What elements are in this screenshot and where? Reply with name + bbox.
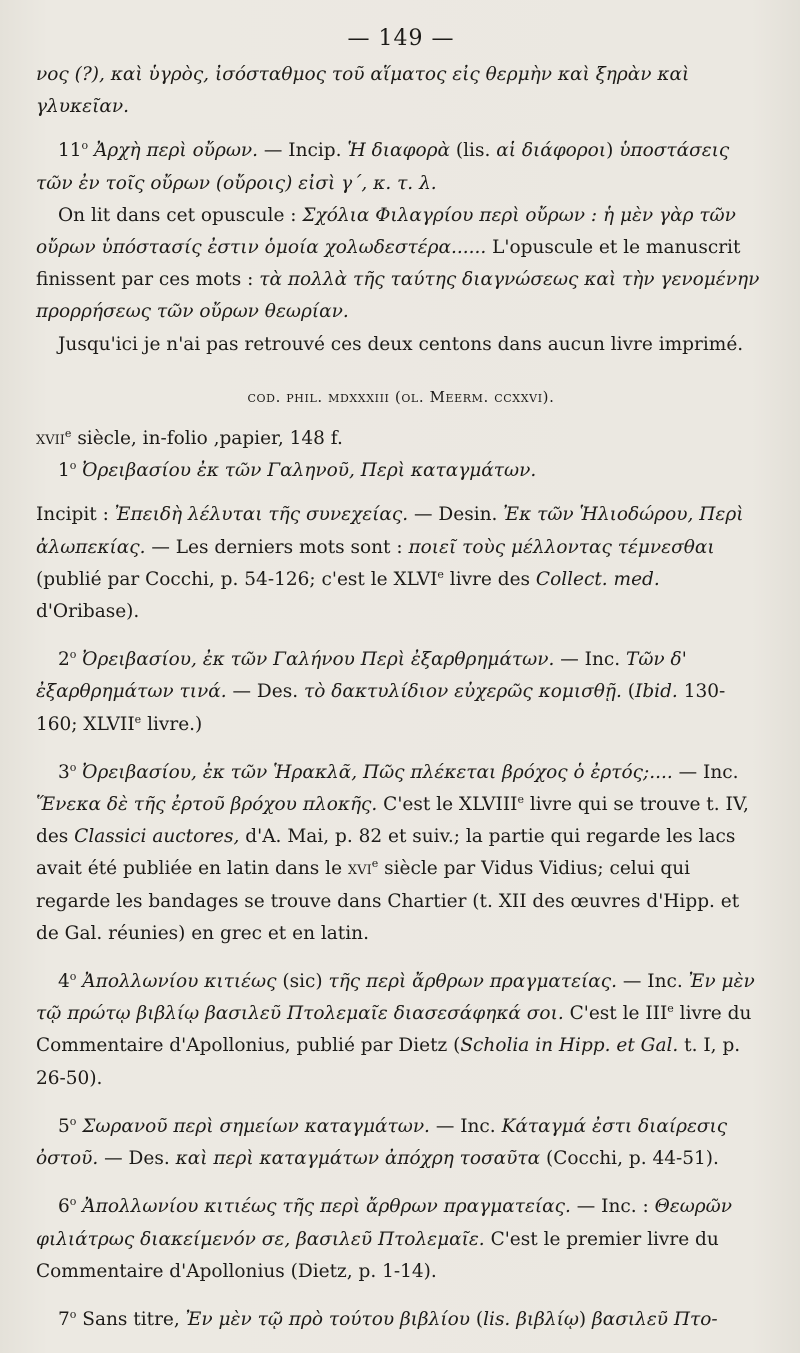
text: — Des. (98, 1148, 176, 1170)
item-number: 11 (58, 140, 82, 162)
paragraph-item-3 (36, 757, 766, 950)
text: C'est le premier livre du Commentaire d'Apollonius (Dietz, p. 1-14). (36, 1228, 719, 1282)
text: — Desin. (408, 504, 504, 526)
greek-text: βιβλίῳ (510, 1308, 579, 1330)
paragraph-description (36, 423, 766, 455)
paragraph-item-4 (36, 966, 766, 1095)
ordinal-mark: o (69, 1114, 77, 1128)
text: Sans titre, (76, 1308, 186, 1330)
text: On lit dans cet opuscule : (58, 204, 303, 226)
greek-text: τῆς περὶ ἄρθρων πραγματείας. (328, 971, 617, 993)
text: C'est le XLVIII (377, 794, 518, 816)
ordinal-mark: e (667, 1002, 674, 1016)
paragraph-item-1 (36, 455, 766, 487)
greek-text: βασιλεῦ Πτο- (592, 1308, 718, 1330)
greek-text: Ἕνεκα δὲ τῆς ἐρτοῦ βρόχου πλοκῆς. (36, 794, 378, 816)
ordinal-mark: o (81, 139, 89, 153)
paragraph-jusqu-ici (36, 329, 766, 361)
greek-text: Ἐκ τῶν Ἡλιοδώρου, Περὶ ἀλωπεκίας. (36, 504, 744, 558)
century: xvi (347, 858, 372, 880)
text: — Les derniers mots sont : (145, 536, 409, 558)
italic-title: Collect. med. (535, 568, 660, 590)
text: (Cocchi, p. 44-51). (540, 1148, 719, 1170)
page-number: — 149 — (347, 26, 455, 51)
greek-text: ποιεῖ τοὺς μέλλοντας τέμνεσθαι (408, 536, 715, 558)
text: livre.) (141, 713, 203, 735)
body-text (36, 59, 766, 1336)
text: livre du Commentaire d'Apollonius, publié par Dietz ( (36, 1003, 752, 1057)
item-number: 2 (58, 649, 70, 671)
paragraph-item-6 (36, 1191, 766, 1288)
greek-text: Ἀπολλωνίου κιτιέως (82, 971, 277, 993)
greek-text: Σχόλια Φιλαγρίου περὶ οὔρων : ἡ μὲν γὰρ τῶν οὔρων ὑπόστασίς ἐστιν ὁμοία χολωδεστέρα...... (36, 204, 736, 259)
paragraph-continuation (36, 59, 766, 123)
greek-text: τὰ πολλὰ τῆς ταύτης διαγνώσεως καὶ τὴν γενομένην προρρήσεως τῶν οὔρων θεωρίαν. (36, 269, 760, 323)
text: — Inc. (554, 649, 626, 671)
item-number: 4 (58, 971, 70, 993)
text: siècle par Vidus Vidius; celui qui regarde les bandages se trouve dans Chartier (t. XII des œuvres d'Hipp. et de Gal. réunies) en grec et en latin. (36, 858, 740, 944)
italic-abbrev: lis. (483, 1308, 511, 1330)
ordinal-mark: e (437, 567, 444, 581)
greek-text: Ἐπειδὴ λέλυται τῆς συνεχείας. (114, 504, 409, 526)
text: ( (621, 681, 636, 703)
paragraph-item-11 (36, 135, 766, 199)
text: — Inc. (672, 761, 739, 783)
text: ) (606, 140, 620, 162)
text: ) (578, 1308, 593, 1330)
ordinal-mark: o (69, 459, 77, 473)
item-number: 1 (58, 460, 70, 482)
greek-text: Ἀπολλωνίου κιτιέως τῆς περὶ ἄρθρων πραγματείας. (82, 1196, 571, 1218)
codex-header-text: cod. phil. mdxxxiii (ol. Meerm. ccxxvi). (247, 387, 555, 406)
ordinal-mark: o (69, 1195, 77, 1209)
item-number: 7 (58, 1308, 70, 1330)
ordinal-mark: o (69, 969, 77, 983)
text: — Inc. : (570, 1196, 655, 1218)
text: — Inc. (617, 971, 689, 993)
ordinal-mark: o (69, 760, 77, 774)
text: (lis. (450, 140, 497, 162)
greek-text: Ἐν μὲν τῷ πρὸ τούτου βιβλίου (185, 1308, 470, 1330)
italic-title: Scholia in Hipp. et Gal. (460, 1035, 679, 1057)
paragraph-incipit (36, 499, 766, 628)
paragraph-item-7 (36, 1304, 766, 1336)
ordinal-mark: o (69, 648, 77, 662)
italic-ref: Ibid. (635, 681, 678, 703)
text: (publié par Cocchi, p. 54-126; c'est le XLVI (36, 568, 438, 590)
greek-text: Ὀρειβασίου ἐκ τῶν Γαληνοῦ, Περὶ καταγμάτων. (82, 460, 537, 482)
greek-text: Ἐν μὲν τῷ πρώτῳ βιβλίῳ βασιλεῦ Πτολεμαῖε διασεσάφηκά σοι. (36, 971, 755, 1025)
item-number: 5 (58, 1115, 70, 1137)
ordinal-mark: e (64, 426, 72, 440)
text: d'A. Mai, p. 82 et suiv.; la partie qui regarde les lacs avait été publiée en latin dans le (36, 826, 736, 880)
text: ( (470, 1308, 484, 1330)
greek-text: Ἡ διαφορὰ (347, 140, 451, 162)
greek-text: Ὀρειβασίου, ἐκ τῶν Γαλήνου Περὶ ἐξαρθρημάτων. (82, 649, 555, 671)
greek-text: τὸ δακτυλίδιον εὐχερῶς κομισθῇ. (303, 681, 622, 703)
item-number: 3 (58, 761, 70, 783)
codex-header (36, 381, 766, 413)
paragraph-item-2 (36, 644, 766, 741)
paragraph-item-5 (36, 1111, 766, 1175)
greek-text: Τῶν δ' ἐξαρθρημάτων τινά. (36, 649, 687, 703)
text: (sic) (276, 971, 329, 993)
text: — Inc. (429, 1115, 502, 1137)
text: Incipit : (36, 504, 115, 526)
greek-text: νος (?), καὶ ὑγρὸς, ἰσόσταθμος τοῦ αἵματος εἰς θερμὴν καὶ ξηρὰν καὶ γλυκεῖαν. (36, 64, 690, 118)
greek-text: ὑποστάσεις τῶν ἐν τοῖς οὔρων (οὔροις) εἰσὶ γ΄, κ. τ. λ. (36, 140, 730, 194)
text: — Incip. (258, 140, 348, 162)
greek-text: Ἀρχὴ περὶ οὔρων. (94, 140, 259, 162)
ordinal-mark: e (134, 712, 142, 726)
greek-text: αἱ διάφοροι (496, 140, 607, 162)
paragraph-on-lit (36, 200, 766, 329)
greek-text: Κάταγμά ἐστι διαίρεσις ὀστοῦ. (36, 1115, 728, 1170)
ordinal-mark: o (69, 1307, 77, 1321)
greek-text: Σωρανοῦ περὶ σημείων καταγμάτων. (82, 1115, 430, 1137)
italic-title: Classici auctores, (74, 826, 240, 848)
text: livre des (443, 568, 536, 590)
ordinal-mark: e (371, 857, 379, 871)
ordinal-mark: e (517, 792, 524, 806)
text: C'est le III (563, 1003, 668, 1025)
text: Jusqu'ici je n'ai pas retrouvé ces deux centons dans aucun livre imprimé. (58, 333, 744, 355)
text: — Des. (226, 681, 304, 703)
century: xvii (36, 428, 65, 450)
greek-text: καὶ περὶ καταγμάτων ἀπόχρη τοσαῦτα (175, 1148, 541, 1170)
greek-text: Ὀρειβασίου, ἐκ τῶν Ἡρακλᾶ, Πῶς πλέκεται βρόχος ὁ ἐρτός;.... (82, 761, 673, 783)
text: d'Oribase). (36, 601, 140, 623)
text: t. I, p. 26-50). (36, 1035, 741, 1089)
text: livre qui se trouve t. IV, des (36, 794, 749, 848)
text: L'opuscule et le manuscrit finissent par ces mots : (36, 237, 741, 291)
text: siècle, in-folio ,papier, 148 f. (71, 428, 343, 450)
text: 130-160; XLVII (36, 681, 726, 735)
greek-text: Θεωρῶν φιλιάτρως διακείμενόν σε, βασιλεῦ Πτολεμαῖε. (36, 1196, 733, 1250)
item-number: 6 (58, 1196, 70, 1218)
